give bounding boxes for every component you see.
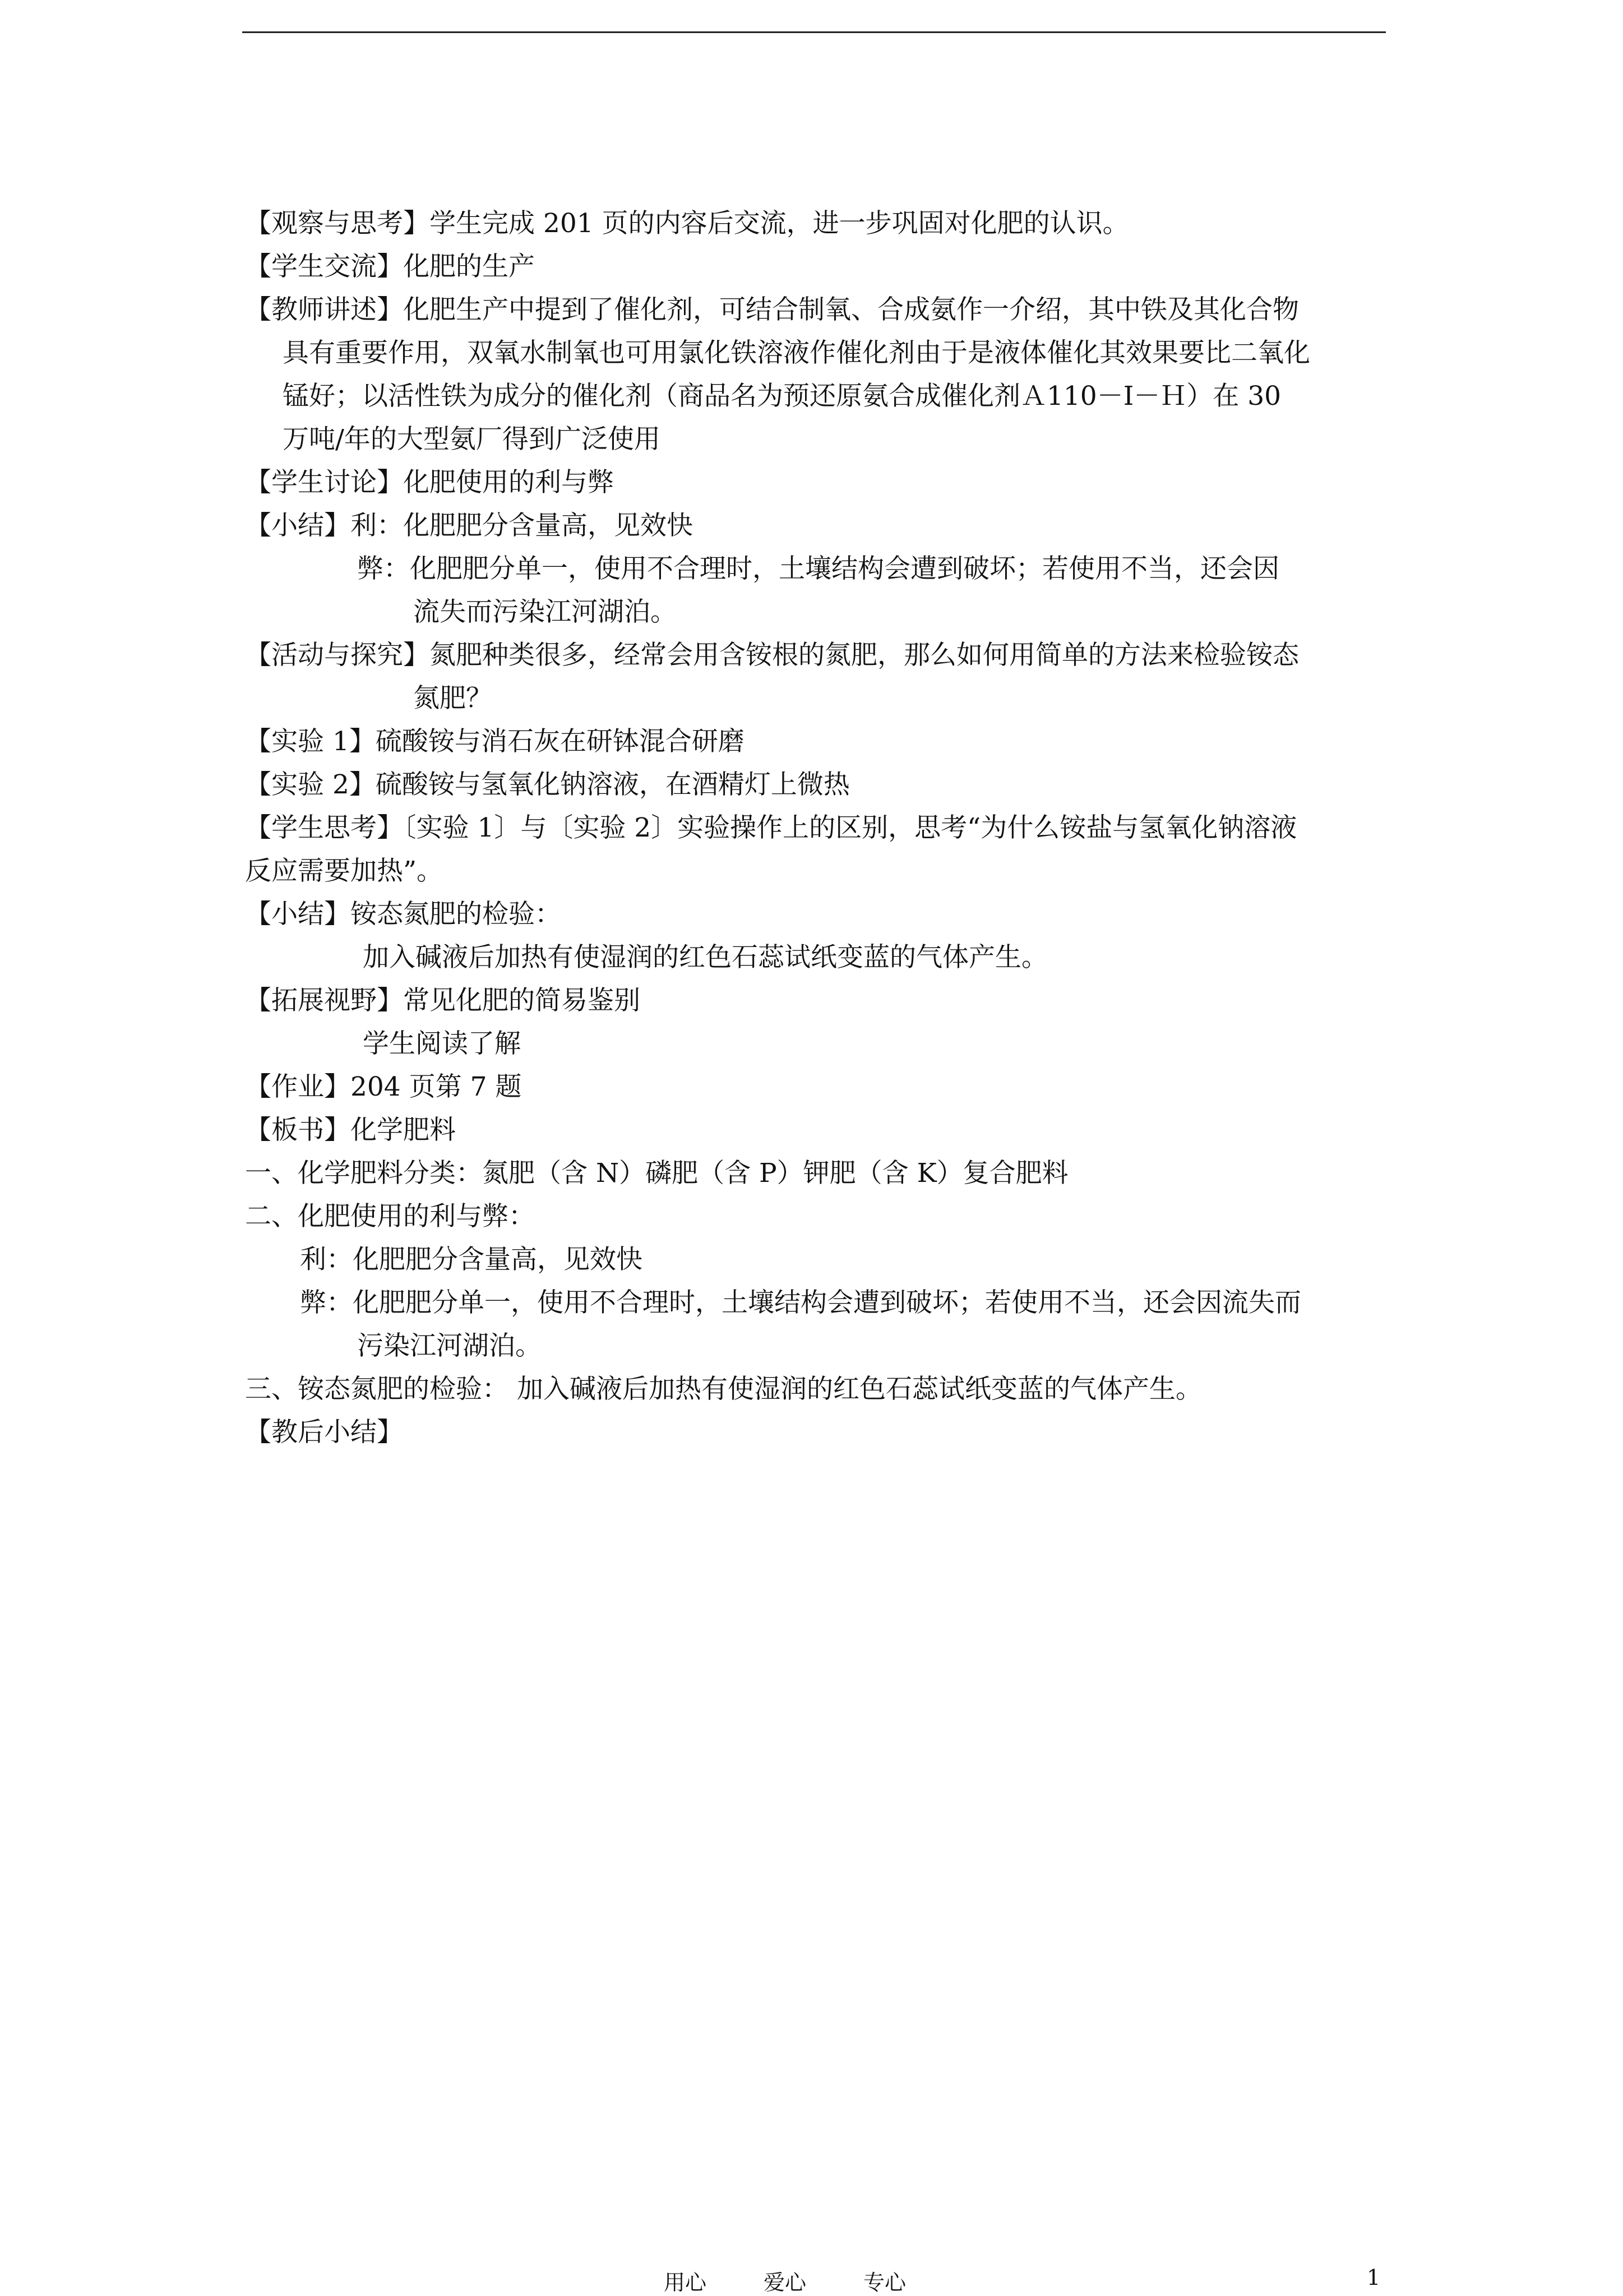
teacher-lecture-cont-2: 锰好；以活性铁为成分的催化剂（商品名为预还原氨合成催化剂Ａ110－Ⅰ－Ｈ）在 30 (283, 381, 1282, 412)
extended-view-detail: 学生阅读了解 (363, 1028, 521, 1059)
summary-drawback-line: 弊：化肥肥分单一，使用不合理时，土壤结构会遭到破坏；若使用不当，还会因 (357, 553, 1279, 584)
board-item-3: 三、铵态氮肥的检验： 加入碱液后加热有使湿润的红色石蕊试纸变蓝的气体产生。 (245, 1374, 1202, 1405)
teacher-lecture-cont-3: 万吨/年的大型氨厂得到广泛使用 (283, 424, 660, 455)
board-item-1: 一、化学肥料分类：氮肥（含 N）磷肥（含 P）钾肥（含 K）复合肥料 (245, 1158, 1069, 1189)
summary-drawback-cont: 流失而污染江河湖泊。 (413, 597, 677, 627)
board-item-2-benefit: 利：化肥肥分含量高，见效快 (300, 1244, 642, 1275)
activity-explore-cont: 氮肥？ (413, 683, 492, 714)
footer-word-1: 用心 (664, 2270, 707, 2295)
student-thinking-line: 【学生思考】〔实验 1〕与〔实验 2〕实验操作上的区别，思考“为什么铵盐与氢氧化钠溶液 (245, 812, 1297, 843)
summary-ammonium-detail: 加入碱液后加热有使湿润的红色石蕊试纸变蓝的气体产生。 (363, 942, 1048, 973)
student-exchange-line: 【学生交流】化肥的生产 (245, 251, 535, 282)
student-thinking-cont: 反应需要加热”。 (245, 856, 443, 886)
activity-explore-line: 【活动与探究】氮肥种类很多，经常会用含铵根的氮肥，那么如何用简单的方法来检验铵态 (245, 640, 1299, 671)
document-body (245, 202, 1389, 1454)
experiment-1-line: 【实验 1】硫酸铵与消石灰在研钵混合研磨 (245, 726, 745, 757)
header-rule (242, 31, 1386, 33)
board-item-2-drawback-cont: 污染江河湖泊。 (357, 1331, 542, 1361)
post-class-summary-line: 【教后小结】 (245, 1417, 403, 1448)
page-number: 1 (1367, 2265, 1381, 2290)
blackboard-line: 【板书】化学肥料 (245, 1115, 456, 1145)
teacher-lecture-line: 【教师讲述】化肥生产中提到了催化剂，可结合制氧、合成氨作一介绍，其中铁及其化合物 (245, 294, 1299, 325)
homework-line: 【作业】204 页第 7 题 (245, 1071, 522, 1102)
student-discussion-line: 【学生讨论】化肥使用的利与弊 (245, 467, 614, 498)
summary-benefit-line: 【小结】利：化肥肥分含量高，见效快 (245, 510, 693, 541)
footer-word-2: 爱心 (764, 2270, 807, 2295)
teacher-lecture-cont-1: 具有重要作用，双氧水制氧也可用氯化铁溶液作催化剂由于是液体催化其效果要比二氧化 (283, 338, 1310, 368)
board-item-2: 二、化肥使用的利与弊： (245, 1201, 535, 1232)
footer-word-3: 专心 (863, 2270, 907, 2295)
board-item-2-drawback: 弊：化肥肥分单一，使用不合理时，土壤结构会遭到破坏；若使用不当，还会因流失而 (300, 1287, 1301, 1318)
observe-think-line: 【观察与思考】学生完成 201 页的内容后交流，进一步巩固对化肥的认识。 (245, 208, 1129, 239)
summary-ammonium-line: 【小结】铵态氮肥的检验： (245, 899, 561, 930)
experiment-2-line: 【实验 2】硫酸铵与氢氧化钠溶液，在酒精灯上微热 (245, 769, 850, 800)
extended-view-line: 【拓展视野】常见化肥的简易鉴别 (245, 985, 640, 1016)
